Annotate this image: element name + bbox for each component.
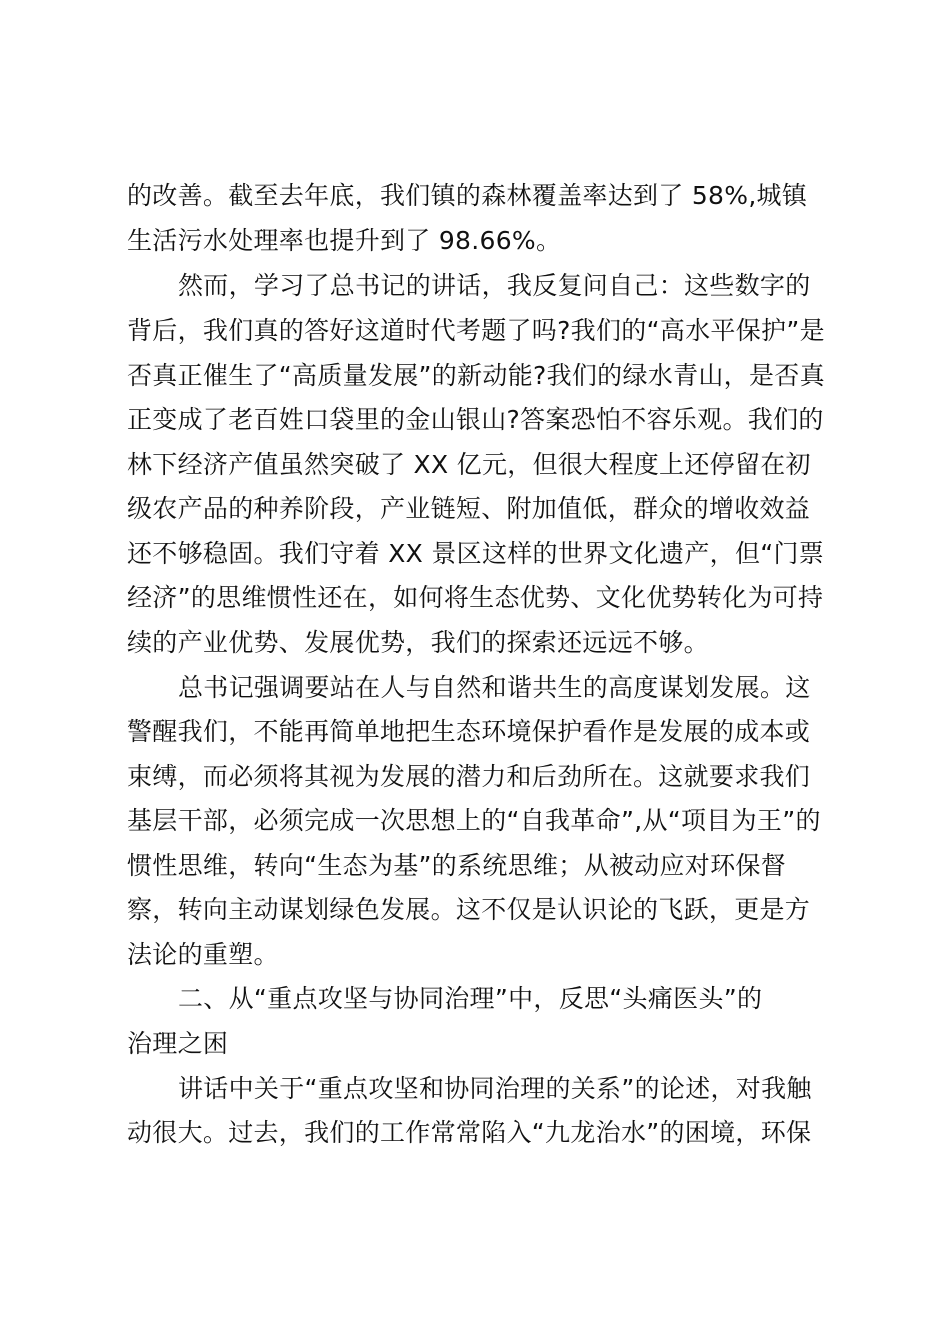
paragraph-3-line-6: 察，转向主动谋划绿色发展。这不仅是认识论的飞跃，更是方 xyxy=(127,895,811,924)
paragraph-1-line-1: 的改善。截至去年底，我们镇的森林覆盖率达到了 58%,城镇 xyxy=(127,181,808,210)
paragraph-2-line-9: 续的产业优势、发展优势，我们的探索还远远不够。 xyxy=(127,628,709,657)
paragraph-3-line-1: 总书记强调要站在人与自然和谐共生的高度谋划发展。这 xyxy=(178,673,811,702)
paragraph-4-line-1: 讲话中关于“重点攻坚和协同治理的关系”的论述，对我触 xyxy=(178,1074,812,1103)
paragraph-2-line-7: 还不够稳固。我们守着 XX 景区这样的世界文化遗产，但“门票 xyxy=(127,539,825,568)
section-heading-line-1: 二、从“重点攻坚与协同治理”中，反思“头痛医头”的 xyxy=(178,984,763,1013)
paragraph-2-line-3: 否真正催生了“高质量发展”的新动能?我们的绿水青山，是否真 xyxy=(127,361,825,390)
paragraph-2-line-6: 级农产品的种养阶段，产业链短、附加值低，群众的增收效益 xyxy=(127,494,811,523)
paragraph-2-line-2: 背后，我们真的答好这道时代考题了吗?我们的“高水平保护”是 xyxy=(127,316,825,345)
paragraph-2-line-5: 林下经济产值虽然突破了 XX 亿元，但很大程度上还停留在初 xyxy=(127,450,811,479)
paragraph-2-line-8: 经济”的思维惯性还在，如何将生态优势、文化优势转化为可持 xyxy=(127,583,824,612)
paragraph-3-line-7: 法论的重塑。 xyxy=(127,940,279,969)
section-heading-line-2: 治理之困 xyxy=(127,1029,229,1058)
paragraph-3-line-4: 基层干部，必须完成一次思想上的“自我革命”,从“项目为王”的 xyxy=(127,806,821,835)
paragraph-4-line-2: 动很大。过去，我们的工作常常陷入“九龙治水”的困境，环保 xyxy=(127,1118,812,1147)
paragraph-1-line-2: 生活污水处理率也提升到了 98.66%。 xyxy=(127,226,562,255)
paragraph-3-line-2: 警醒我们，不能再简单地把生态环境保护看作是发展的成本或 xyxy=(127,717,811,746)
paragraph-2-line-4: 正变成了老百姓口袋里的金山银山?答案恐怕不容乐观。我们的 xyxy=(127,405,824,434)
paragraph-3-line-5: 惯性思维，转向“生态为基”的系统思维；从被动应对环保督 xyxy=(127,851,787,880)
paragraph-2-line-1: 然而，学习了总书记的讲话，我反复问自己：这些数字的 xyxy=(178,271,811,300)
paragraph-3-line-3: 束缚，而必须将其视为发展的潜力和后劲所在。这就要求我们 xyxy=(127,762,811,791)
